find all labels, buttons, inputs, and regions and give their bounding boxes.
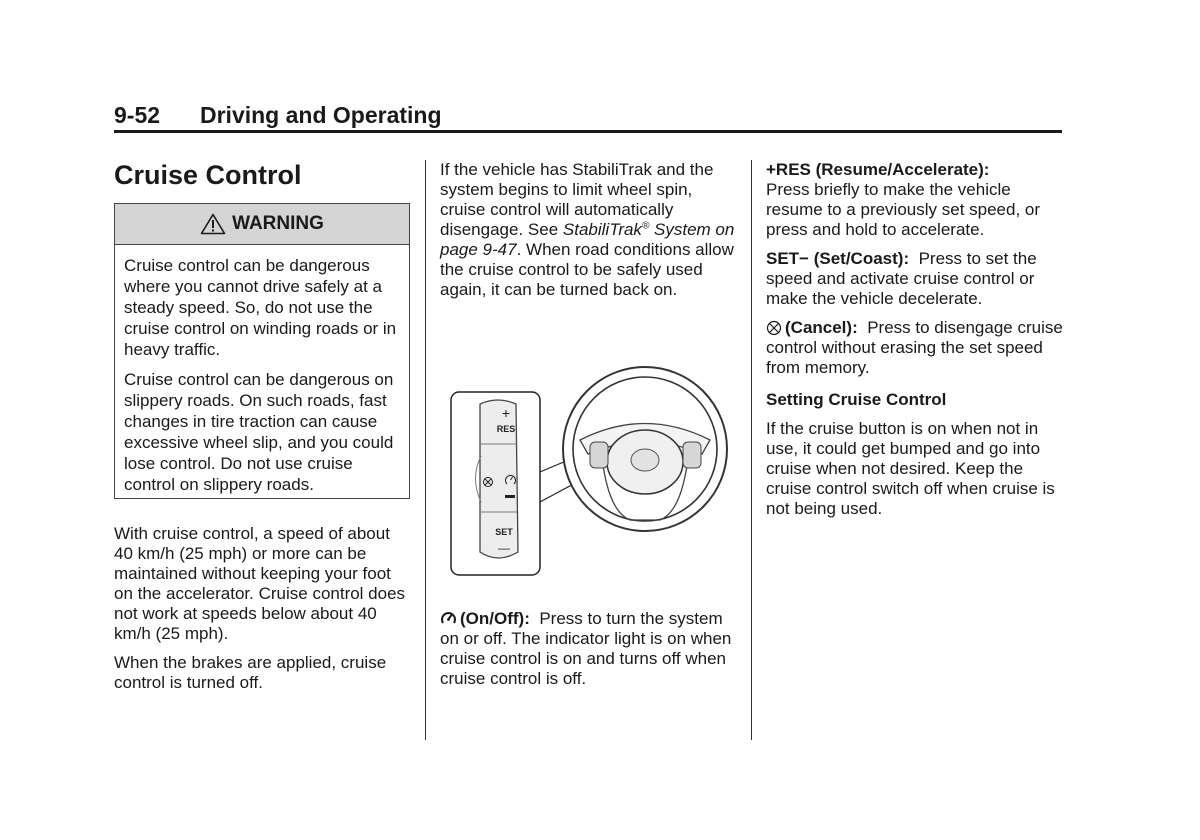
- link-text: StabiliTrak: [562, 220, 642, 239]
- res-button-label: RES: [496, 424, 516, 434]
- steering-wheel-controls-figure: [440, 352, 740, 582]
- warning-paragraph: Cruise control can be dangerous where you cannot drive safely at a steady speed. So, do not use the cruise control on winding roads or in heavy traffic.: [124, 256, 397, 359]
- set-text: Press to set the speed and activate cruise control or make the vehicle decelerate.: [766, 249, 1037, 308]
- res-label: +RES (Resume/Accelerate):: [766, 160, 990, 179]
- paragraph-text: . When road conditions allow the cruise control to be safely used again, it can be turned back on.: [440, 240, 734, 299]
- warning-paragraph: Cruise control can be dangerous on slippery roads. On such roads, fast changes in tire traction can cause excessive wheel slip, and you could lose control. Do not use cruise control on slippery roads.: [124, 370, 394, 494]
- subheading: Setting Cruise Control: [766, 390, 947, 409]
- cancel-label: (Cancel):: [785, 318, 858, 337]
- chapter-title: Driving and Operating: [200, 102, 442, 128]
- paragraph: When the brakes are applied, cruise control is turned off.: [114, 653, 387, 692]
- warning-box: [114, 203, 410, 499]
- section-title: Cruise Control: [114, 160, 302, 190]
- link-text: System on page 9-47: [440, 220, 735, 259]
- cancel-description: [766, 318, 1066, 378]
- warning-body: [115, 245, 409, 495]
- set-description: [766, 249, 1066, 309]
- setting-paragraph: If the cruise button is on when not in use, it could get bumped and go into cruise when not desired. Keep the cruise control switch off when cruise is not being used.: [766, 419, 1055, 518]
- res-description: [766, 160, 1066, 240]
- warning-triangle-icon: [200, 213, 226, 235]
- indicator-light: [505, 495, 515, 498]
- cancel-text: Press to disengage cruise control without erasing the set speed from memory.: [766, 318, 1063, 377]
- page-header: [114, 100, 1062, 133]
- cruise-onoff-icon: [440, 610, 457, 627]
- column-3-body: [766, 160, 1066, 528]
- paragraph: With cruise control, a speed of about 40 km/h (25 mph) or more can be maintained without keeping your foot on the accelerator. Cruise control does not work at speeds below about 40 km/h (25 mph).: [114, 524, 406, 643]
- registered-mark: ®: [641, 220, 650, 232]
- column-divider: [425, 160, 426, 740]
- onoff-description: [440, 609, 740, 689]
- column-1-body: [114, 524, 412, 702]
- paragraph-text: If the vehicle has StabiliTrak and the system begins to limit wheel spin, cruise control will automatically disengage. See: [440, 160, 714, 239]
- minus-label: —: [498, 541, 510, 555]
- onoff-text: Press to turn the system on or off. The indicator light is on when cruise control is on and turns off when cruise control is off.: [440, 609, 732, 688]
- onoff-label: (On/Off):: [460, 609, 530, 628]
- set-label: SET− (Set/Coast):: [766, 249, 910, 268]
- column-2-body: [440, 160, 740, 309]
- res-text: Press briefly to make the vehicle resume to a previously set speed, or press and hold to accelerate.: [766, 180, 1041, 239]
- page-number: 9-52: [114, 102, 161, 128]
- warning-header: [115, 204, 409, 245]
- column-divider: [751, 160, 752, 740]
- set-button-label: SET: [495, 527, 513, 537]
- stabilitrak-paragraph: [440, 160, 740, 300]
- steering-wheel: [563, 367, 727, 531]
- warning-label: WARNING: [232, 213, 324, 234]
- steering-wheel-illustration: [440, 352, 740, 582]
- plus-label: +: [501, 405, 511, 421]
- cancel-icon: [766, 320, 782, 336]
